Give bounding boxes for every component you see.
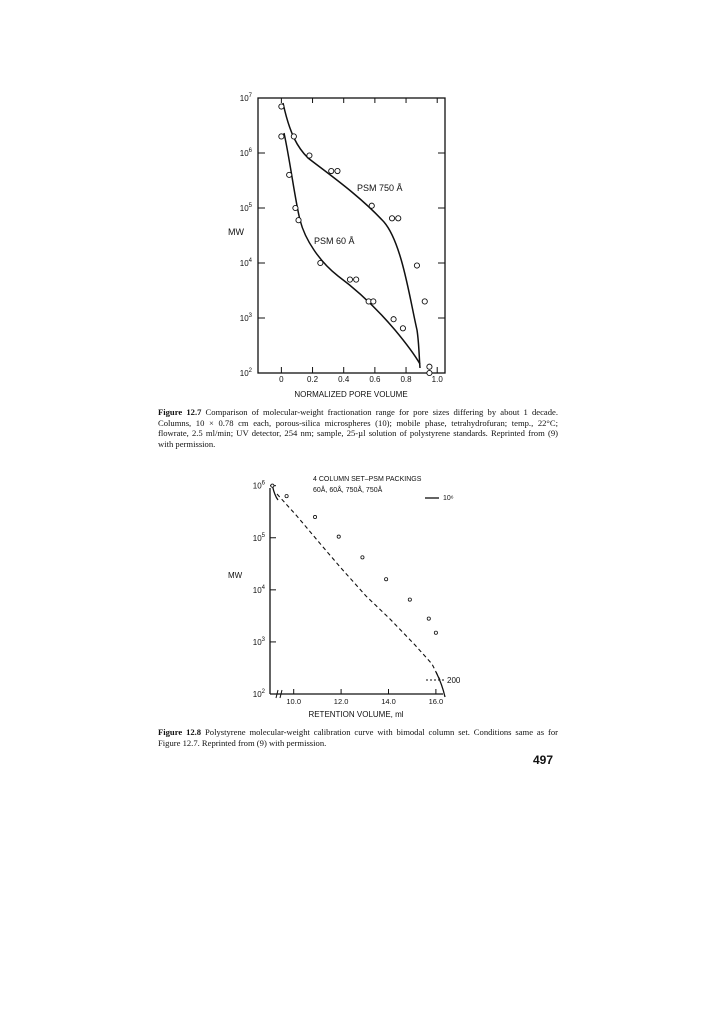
y-tick-label: $10^4$ bbox=[239, 258, 252, 268]
point-psm-60 bbox=[354, 277, 359, 282]
point-psm-60 bbox=[296, 218, 301, 223]
point-psm-750 bbox=[279, 104, 284, 109]
calibration-point bbox=[434, 631, 437, 634]
y-axis-ticks bbox=[253, 481, 276, 699]
point-psm-750 bbox=[369, 203, 374, 208]
data-points bbox=[271, 484, 438, 634]
calibration-point bbox=[285, 495, 288, 498]
point-psm-60 bbox=[371, 299, 376, 304]
caption-text: Comparison of molecular-weight fractionation range for pore sizes differing by about 1 decade. Columns, 10 × 0.78 cm each, porous-silica microspheres (10); mobile phase, tetrahydrofuran; temp., 22°C; flowrate, 2.5 ml/min; UV detector, 254 nm; sample, 25-µl solution of polystyrene standards. Reprinted from (9) with permission. bbox=[158, 407, 558, 450]
calibration-point bbox=[408, 598, 411, 601]
point-psm-750 bbox=[414, 263, 419, 268]
point-psm-750 bbox=[291, 134, 296, 139]
data-points bbox=[279, 104, 432, 376]
figure-12-7 bbox=[228, 93, 445, 399]
point-psm-750 bbox=[389, 216, 394, 221]
y-tick-label: $10^5$ bbox=[239, 203, 252, 213]
x-axis-ticks bbox=[286, 689, 443, 706]
point-psm-750 bbox=[307, 153, 312, 158]
y-tick-label: $10^6$ bbox=[252, 480, 265, 491]
x-tick-label: 16.0 bbox=[428, 697, 444, 706]
point-psm-60 bbox=[391, 317, 396, 322]
x-axis-label: NORMALIZED PORE VOLUME bbox=[294, 390, 408, 399]
point-psm-750 bbox=[335, 168, 340, 173]
point-psm-60 bbox=[279, 134, 284, 139]
calibration-point bbox=[337, 535, 340, 538]
curve-psm-60 bbox=[284, 133, 420, 364]
caption-figure-12-7 bbox=[158, 407, 558, 450]
point-psm-60 bbox=[347, 277, 352, 282]
point-psm-60 bbox=[293, 205, 298, 210]
point-psm-750 bbox=[422, 299, 427, 304]
x-tick-label: 0.4 bbox=[338, 375, 350, 384]
calibration-point bbox=[313, 515, 316, 518]
y-tick-label: $10^3$ bbox=[239, 313, 252, 323]
x-tick-label: 1.0 bbox=[431, 375, 443, 384]
label-psm-60: PSM 60 Å bbox=[314, 236, 355, 246]
y-tick-label: $10^2$ bbox=[252, 689, 265, 699]
x-tick-label: 0.8 bbox=[400, 375, 412, 384]
point-psm-750 bbox=[396, 216, 401, 221]
x-tick-label: 10.0 bbox=[286, 697, 302, 706]
calibration-point bbox=[361, 556, 364, 559]
chart-title-line1: 4 COLUMN SET–PSM PACKINGS bbox=[313, 476, 422, 483]
label-psm-750: PSM 750 Å bbox=[357, 183, 403, 193]
x-tick-label: 14.0 bbox=[381, 697, 396, 706]
calibration-point bbox=[385, 578, 388, 581]
calibration-point bbox=[271, 484, 274, 487]
y-tick-label: $10^3$ bbox=[252, 636, 265, 647]
caption-label: Figure 12.8 bbox=[158, 727, 202, 737]
chart-title-line2: 60Å, 60Å, 750Å, 750Å bbox=[313, 487, 383, 494]
x-axis-label: RETENTION VOLUME, ml bbox=[308, 710, 404, 719]
y-tick-label: $10^5$ bbox=[252, 532, 265, 543]
y-axis-label: MW bbox=[228, 227, 244, 237]
x-tick-label: 12.0 bbox=[333, 697, 349, 706]
x-tick-label: 0 bbox=[279, 375, 284, 384]
point-psm-60 bbox=[318, 260, 323, 265]
point-psm-750 bbox=[329, 168, 334, 173]
x-tick-label: 0.6 bbox=[369, 375, 381, 384]
calibration-point bbox=[427, 617, 430, 620]
marker-label-bottom: 200 bbox=[447, 676, 461, 685]
x-tick-label: 0.2 bbox=[306, 375, 319, 384]
curve-lower-solid bbox=[436, 672, 445, 697]
y-tick-label: $10^2$ bbox=[239, 368, 252, 378]
y-tick-label: $10^6$ bbox=[239, 148, 252, 158]
marker-label-top: 10⁶ bbox=[443, 495, 454, 502]
calibration-line bbox=[277, 494, 440, 680]
point-psm-60 bbox=[427, 364, 432, 369]
caption-text: Polystyrene molecular-weight calibration curve with bimodal column set. Conditions same as for Figure 12.7. Reprinted from (9) with permission. bbox=[158, 727, 558, 748]
point-psm-750 bbox=[427, 370, 432, 375]
y-tick-label: $10^7$ bbox=[239, 93, 252, 103]
point-psm-60 bbox=[287, 172, 292, 177]
y-axis-label: MW bbox=[228, 571, 243, 580]
figure-12-8 bbox=[228, 476, 461, 719]
caption-label: Figure 12.7 bbox=[158, 407, 202, 417]
page-number: 497 bbox=[533, 753, 554, 767]
caption-figure-12-8 bbox=[158, 727, 558, 748]
y-tick-label: $10^4$ bbox=[252, 584, 265, 595]
point-psm-60 bbox=[400, 326, 405, 331]
